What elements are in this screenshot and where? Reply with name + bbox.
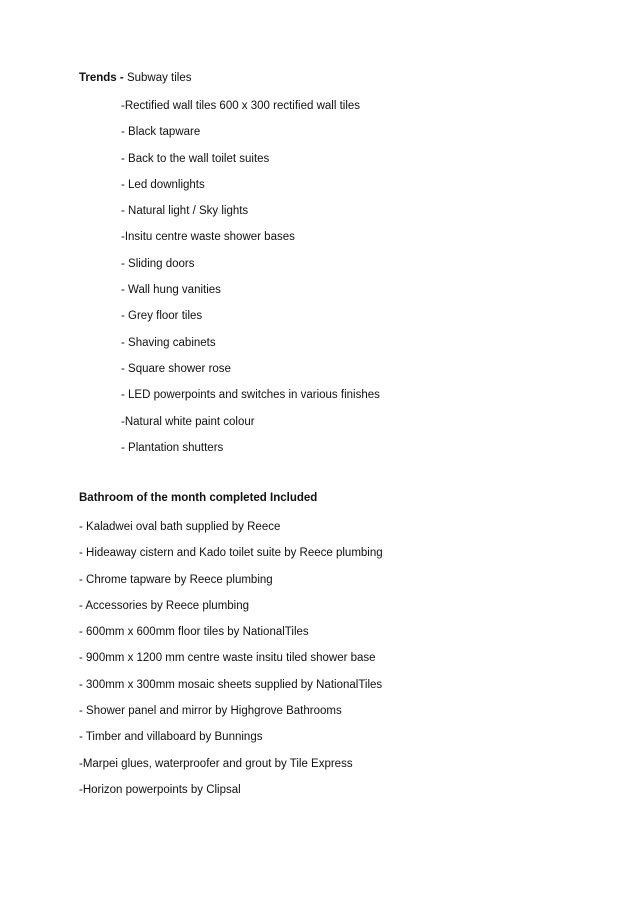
trend-item: -Insitu centre waste shower bases	[121, 231, 295, 244]
bathroom-item: - 300mm x 300mm mosaic sheets supplied by NationalTiles	[79, 678, 383, 691]
trend-item: - Square shower rose	[121, 362, 231, 375]
bathroom-item: - Hideaway cistern and Kado toilet suite by Reece plumbing	[79, 547, 383, 560]
trends-heading-line	[79, 72, 192, 84]
bathroom-item: -Marpei glues, waterproofer and grout by Tile Express	[79, 757, 353, 770]
trend-item: -Rectified wall tiles 600 x 300 rectified wall tiles	[121, 100, 361, 112]
bathroom-list	[79, 519, 383, 808]
trends-label: Trends -	[79, 72, 124, 84]
bathroom-item: - Chrome tapware by Reece plumbing	[79, 573, 273, 586]
trend-item: - Shaving cabinets	[121, 336, 216, 349]
trends-first-item: Subway tiles	[126, 72, 192, 84]
trend-item: - Led downlights	[121, 178, 205, 191]
bathroom-item: - 900mm x 1200 mm centre waste insitu tiled shower base	[79, 652, 376, 665]
trend-item: - Black tapware	[121, 126, 201, 139]
bathroom-item: - Timber and villaboard by Bunnings	[79, 731, 263, 744]
bathroom-item: -Horizon powerpoints by Clipsal	[79, 783, 241, 796]
trend-item: - LED powerpoints and switches in various finishes	[121, 389, 380, 402]
trend-item: -Natural white paint colour	[121, 415, 255, 428]
bathroom-item: - Kaladwei oval bath supplied by Reece	[79, 521, 281, 533]
trend-item: - Sliding doors	[121, 257, 195, 270]
bathroom-item: - Accessories by Reece plumbing	[79, 599, 250, 612]
bathroom-item: - 600mm x 600mm floor tiles by NationalTiles	[79, 626, 309, 639]
trend-item: - Wall hung vanities	[121, 284, 221, 297]
bathroom-item: - Shower panel and mirror by Highgrove Bathrooms	[79, 705, 342, 718]
trends-list	[121, 98, 380, 466]
trend-item: - Plantation shutters	[121, 441, 224, 454]
trend-item: - Natural light / Sky lights	[121, 205, 249, 218]
bathroom-heading: Bathroom of the month completed Included	[79, 492, 318, 504]
trend-item: - Grey floor tiles	[121, 310, 203, 323]
trend-item: - Back to the wall toilet suites	[121, 152, 270, 165]
